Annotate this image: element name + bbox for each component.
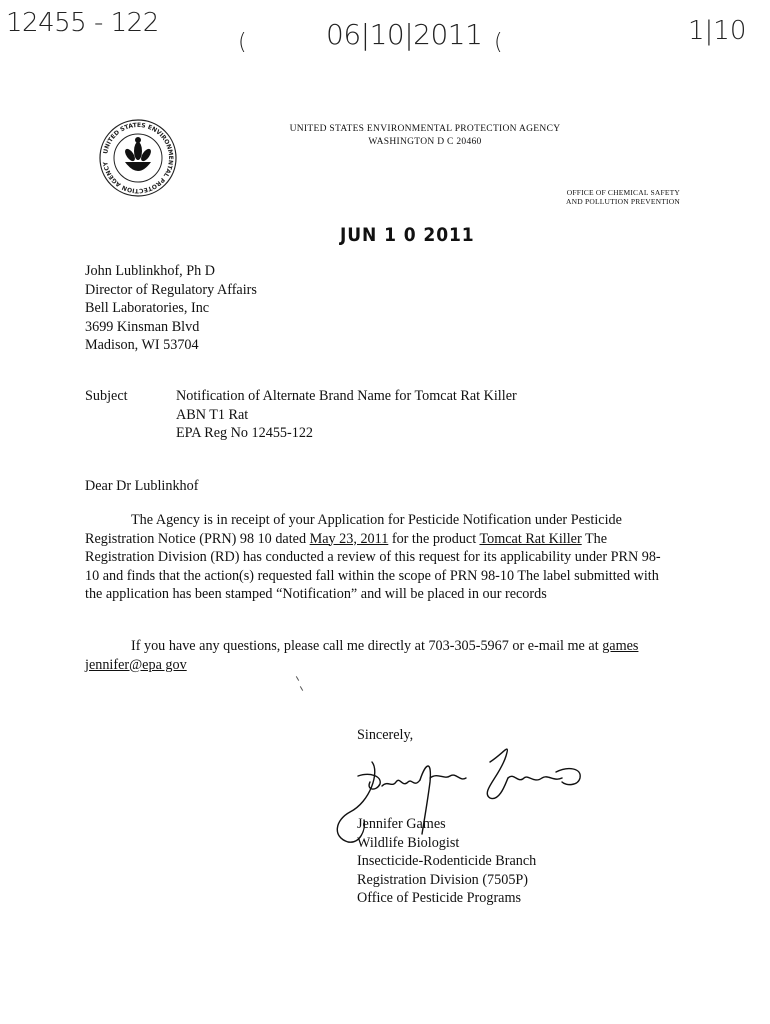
recipient-company: Bell Laboratories, Inc (85, 300, 210, 316)
subject-line-1: Notification of Alternate Brand Name for Tomcat Rat Killer (176, 388, 517, 404)
signatory-division: Registration Division (7505P) (357, 871, 529, 888)
recipient-street: 3699 Kinsman Blvd (85, 318, 200, 335)
subject-line-3: EPA Reg No 12455-122 (176, 425, 314, 441)
closing: Sincerely, (357, 727, 414, 743)
handwritten-date: 06|10|2011 (326, 18, 483, 51)
date-stamp: JUN 1 0 2011 (340, 224, 475, 246)
agency-city: WASHINGTON D C 20460 (368, 137, 482, 147)
recipient-name: John Lublinkhof, Ph D (85, 263, 216, 279)
salutation: Dear Dr Lublinkhof (85, 478, 199, 494)
product-name: Tomcat Rat Killer (479, 530, 582, 547)
paragraph-2 (85, 637, 663, 674)
signatory-title: Wildlife Biologist (357, 834, 460, 851)
handwritten-paren-right: ( (494, 30, 503, 55)
paragraph-1-part-1: The Agency is in receipt of your Application for Pesticide Notification under Pesticide Registration Notice (PRN) 98 10 dated (85, 512, 622, 547)
epa-seal-icon (98, 118, 178, 198)
office-name-line2: AND POLLUTION PREVENTION (566, 197, 680, 206)
signatory-office: Office of Pesticide Programs (357, 890, 522, 906)
signatory-branch: Insecticide-Rodenticide Branch (357, 853, 537, 869)
notice-date: May 23, 2011 (309, 530, 389, 547)
subject-line-2: ABN T1 Rat (176, 406, 249, 423)
recipient-address (85, 262, 257, 355)
subject-label: Subject (85, 388, 128, 404)
recipient-city: Madison, WI 53704 (85, 337, 199, 353)
recipient-title: Director of Regulatory Affairs (85, 281, 257, 298)
seal-text: UNITED STATES ENVIRONMENTAL PROTECTION AGENCY (102, 121, 175, 195)
handwritten-paren-left: ( (238, 30, 247, 55)
subject-lines (176, 387, 517, 443)
paragraph-1 (85, 511, 663, 604)
paragraph-1-part-3: The Registration Division (RD) has conducted a review of this request for its applicability under PRN 98-10 and finds that the action(s) requested fall within the scope of PRN 98-10 The label submitted with the application has been stamped “Notification” and will be placed in our records (85, 530, 661, 602)
stray-mark (300, 686, 303, 691)
stray-mark (296, 676, 299, 681)
agency-name: UNITED STATES ENVIRONMENTAL PROTECTION AGENCY (289, 124, 561, 134)
paragraph-1-part-2: for the product (388, 530, 480, 547)
email-link[interactable]: games jennifer@epa gov (85, 638, 639, 673)
epa-seal-logo (98, 118, 178, 198)
paragraph-2-text: If you have any questions, please call me directly at 703-305-5967 or e-mail me at (131, 638, 603, 654)
handwritten-reg-number: 12455 - 122 (6, 8, 159, 38)
handwritten-page-number: 1|10 (688, 16, 747, 46)
office-name-line1: OFFICE OF CHEMICAL SAFETY (566, 188, 680, 197)
signatory-block (357, 815, 536, 908)
signatory-name: Jennifer Games (357, 816, 446, 832)
